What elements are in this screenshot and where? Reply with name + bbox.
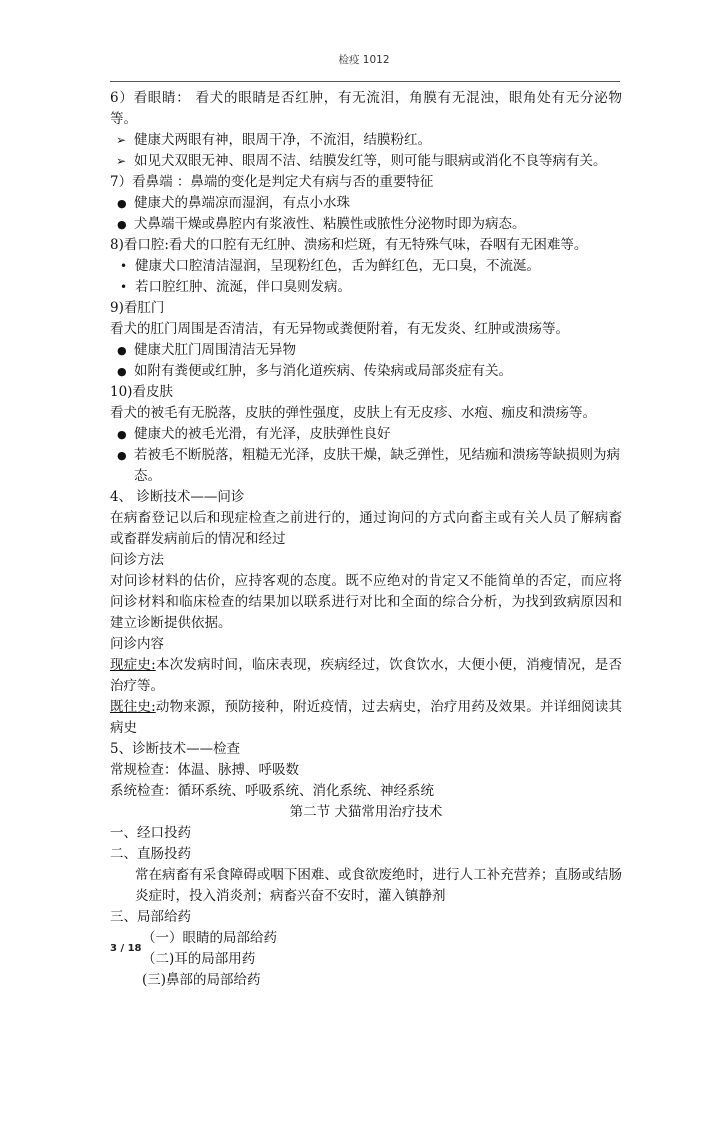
- dot-bullet-icon: •: [120, 259, 128, 273]
- skin-desc: 看犬的被毛有无脱落，皮肤的弹性强度，皮肤上有无皮疹、水疱、痂皮和溃疡等。: [110, 405, 596, 421]
- arrow-bullet-icon: ➢: [116, 133, 127, 147]
- current-history-label: 现症史:: [110, 657, 156, 673]
- bullet-icon: ●: [117, 365, 127, 378]
- list-item: ● 健康犬的被毛光滑，有光泽，皮肤弹性良好: [110, 424, 622, 445]
- current-history: [110, 655, 622, 697]
- page-header: 检疫 1012: [338, 54, 390, 66]
- list-item: • 健康犬口腔清洁湿润，呈现粉红色，舌为鲜红色，无口臭，不流涎。: [110, 256, 622, 277]
- current-history-text: 本次发病时间，临床表现，疾病经过，饮食饮水，大便小便，消瘦情况，是否治疗等。: [110, 657, 622, 694]
- routine-exam: 常规检查：体温、脉搏、呼吸数: [110, 762, 299, 778]
- nose-title: 7）看鼻端 ：鼻端的变化是判定犬有病与否的重要特征: [110, 174, 434, 190]
- rectal-title: 二、直肠投药: [110, 846, 191, 862]
- list-item: ● 健康犬肛门周围清洁无异物: [110, 340, 622, 361]
- list-item: ● 如附有粪便或红肿，多与消化道疾病、传染病或局部炎症有关。: [110, 361, 622, 382]
- document-body: [110, 88, 622, 991]
- dot-bullet-icon: •: [120, 280, 128, 294]
- anus-title: 9)看肛门: [110, 300, 165, 316]
- page-number: 3 / 18: [110, 943, 142, 954]
- exam-title: 5、诊断技术——检查: [110, 741, 241, 757]
- method-title: 问诊方法: [110, 552, 164, 568]
- header-rule: [110, 81, 620, 82]
- list-item: ➢ 健康犬两眼有神，眼周干净，不流泪，结膜粉红。: [110, 130, 622, 151]
- past-history-label: 既往史:: [110, 699, 156, 715]
- mouth-title: 8)看口腔:看犬的口腔有无红肿、溃疡和烂斑，有无特殊气味，吞咽有无困难等。: [110, 237, 588, 253]
- local-item-eye: （一）眼睛的局部给药: [142, 930, 277, 946]
- section2-title: 第二节 犬猫常用治疗技术: [289, 804, 443, 820]
- bullet-icon: ●: [117, 197, 127, 210]
- bullet-icon: ●: [117, 428, 127, 441]
- list-item: ● 健康犬的鼻端凉而湿润，有点小水珠: [110, 193, 622, 214]
- local-item-nose: (三)鼻部的局部给药: [142, 972, 261, 988]
- arrow-bullet-icon: ➢: [116, 154, 127, 168]
- list-item: ➢ 如见犬双眼无神、眼周不洁、结膜发红等，则可能与眼病或消化不良等病有关。: [110, 151, 622, 172]
- content-title: 问诊内容: [110, 636, 164, 652]
- skin-title: 10)看皮肤: [110, 384, 173, 400]
- local-title: 三、局部给药: [110, 909, 191, 925]
- list-item: • 若口腔红肿、流涎，伴口臭则发病。: [110, 277, 622, 298]
- inquiry-title: 4、 诊断技术——问诊: [110, 489, 245, 505]
- anus-desc: 看犬的肛门周围是否清洁，有无异物或粪便附着，有无发炎、红肿或溃疡等。: [110, 321, 569, 337]
- bullet-icon: ●: [117, 218, 127, 231]
- past-history-text: 动物来源，预防接种，附近疫情，过去病史，治疗用药及效果。并详细阅读其病史: [110, 699, 622, 736]
- method-desc: 对问诊材料的估价，应持客观的态度。既不应绝对的肯定又不能简单的否定，而应将问诊材料和临床检查的结果加以联系进行对比和全面的综合分析，为找到致病原因和建立诊断提供依据。: [110, 573, 622, 631]
- list-item: ● 若被毛不断脱落，粗糙无光泽，皮肤干燥，缺乏弹性，见结痂和溃疡等缺损则为病态。: [117, 447, 620, 484]
- inquiry-desc: 在病畜登记以后和现症检查之前进行的，通过询问的方式向畜主或有关人员了解病畜或畜群发病前后的情况和经过: [110, 510, 622, 547]
- past-history: [110, 697, 622, 739]
- rectal-desc: 常在病畜有采食障碍或咽下困难、或食欲废绝时，进行人工补充营养；直肠或结肠炎症时，投入消炎剂；病畜兴奋不安时，灌入镇静剂: [135, 867, 622, 904]
- system-exam: 系统检查：循环系统、呼吸系统、消化系统、神经系统: [110, 783, 434, 799]
- list-item: ● 犬鼻端干燥或鼻腔内有浆液性、粘膜性或脓性分泌物时即为病态。: [110, 214, 622, 235]
- oral-title: 一、经口投药: [110, 825, 191, 841]
- local-item-ear: （二)耳的局部用药: [142, 951, 256, 967]
- eyes-title: 6）看眼睛： 看犬的眼睛是否红肿，有无流泪，角膜有无混浊，眼角处有无分泌物等。: [110, 90, 622, 127]
- bullet-icon: ●: [117, 344, 127, 357]
- bullet-icon: ●: [117, 449, 127, 462]
